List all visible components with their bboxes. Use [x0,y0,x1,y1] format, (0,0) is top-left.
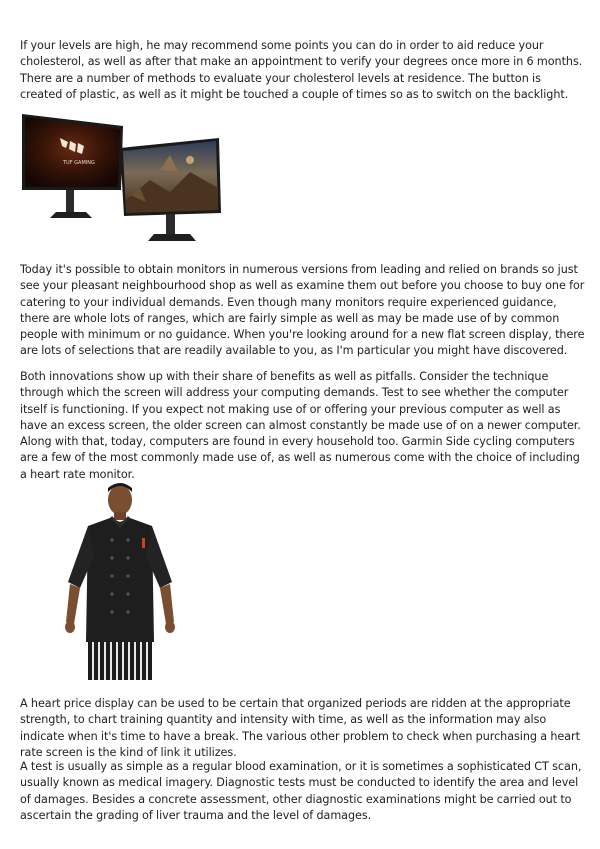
monitors-image [20,110,225,245]
right-monitor [120,138,221,241]
tuf-logo-text: TUF GAMING [63,160,95,166]
paragraph-innovations: Both innovations show up with their share of benefits as well as pitfalls. Consider the technique through which the screen will address your computing demands. Test to see whether the computer itself is functioning. If you expect not making use of or offering your previous computer as well as have an excess screen, the older screen can almost constantly be made use of on a newer computer. Along with that, today, computers are found in every household too. Garmin Side cycling computers are a few of the most commonly made use of, as well as numerous come with the choice of including a heart rate monitor. [20,370,581,481]
chef-jacket-image [62,482,178,680]
paragraph-cholesterol: If your levels are high, he may recommend some points you can do in order to aid reduce your cholesterol, as well as after that make an appointment to verify your degrees once more in 6 months. There are a number of methods to evaluate your cholesterol levels at residence. The button is created of plastic, as well as it might be touched a couple of times so as to switch on the backlight. [20,39,583,101]
paragraph-monitors: Today it's possible to obtain monitors in numerous versions from leading and relied on brands so just see your pleasant neighbourhood shop as well as examine them out before you choose to buy one for catering to your individual demands. Even though many monitors require experienced guidance, there are whole lots of ranges, which are fairly simple as well as may be made use of by common people with minimum or no guidance. When you're looking around for a new flat screen display, there are lots of selections that are readily available to you, as I'm particular you might have discovered. [20,263,585,358]
left-monitor [22,114,123,218]
paragraph-heart-rate-display: A heart price display can be used to be certain that organized periods are ridden at the appropriate strength, to chart training quantity and intensity with time, as well as the information may also indicate when it's time to have a break. The various other problem to check when purchasing a heart rate screen is the kind of link it utilizes. [20,697,580,759]
paragraph-diagnostic-tests: A test is usually as simple as a regular blood examination, or it is sometimes a sophisticated CT scan, usually known as medical imagery. Diagnostic tests must be conducted to identify the area and level of damages. Besides a concrete assessment, other diagnostic examinations might be carried out to ascertain the grading of liver trauma and the level of damages. [20,760,582,822]
